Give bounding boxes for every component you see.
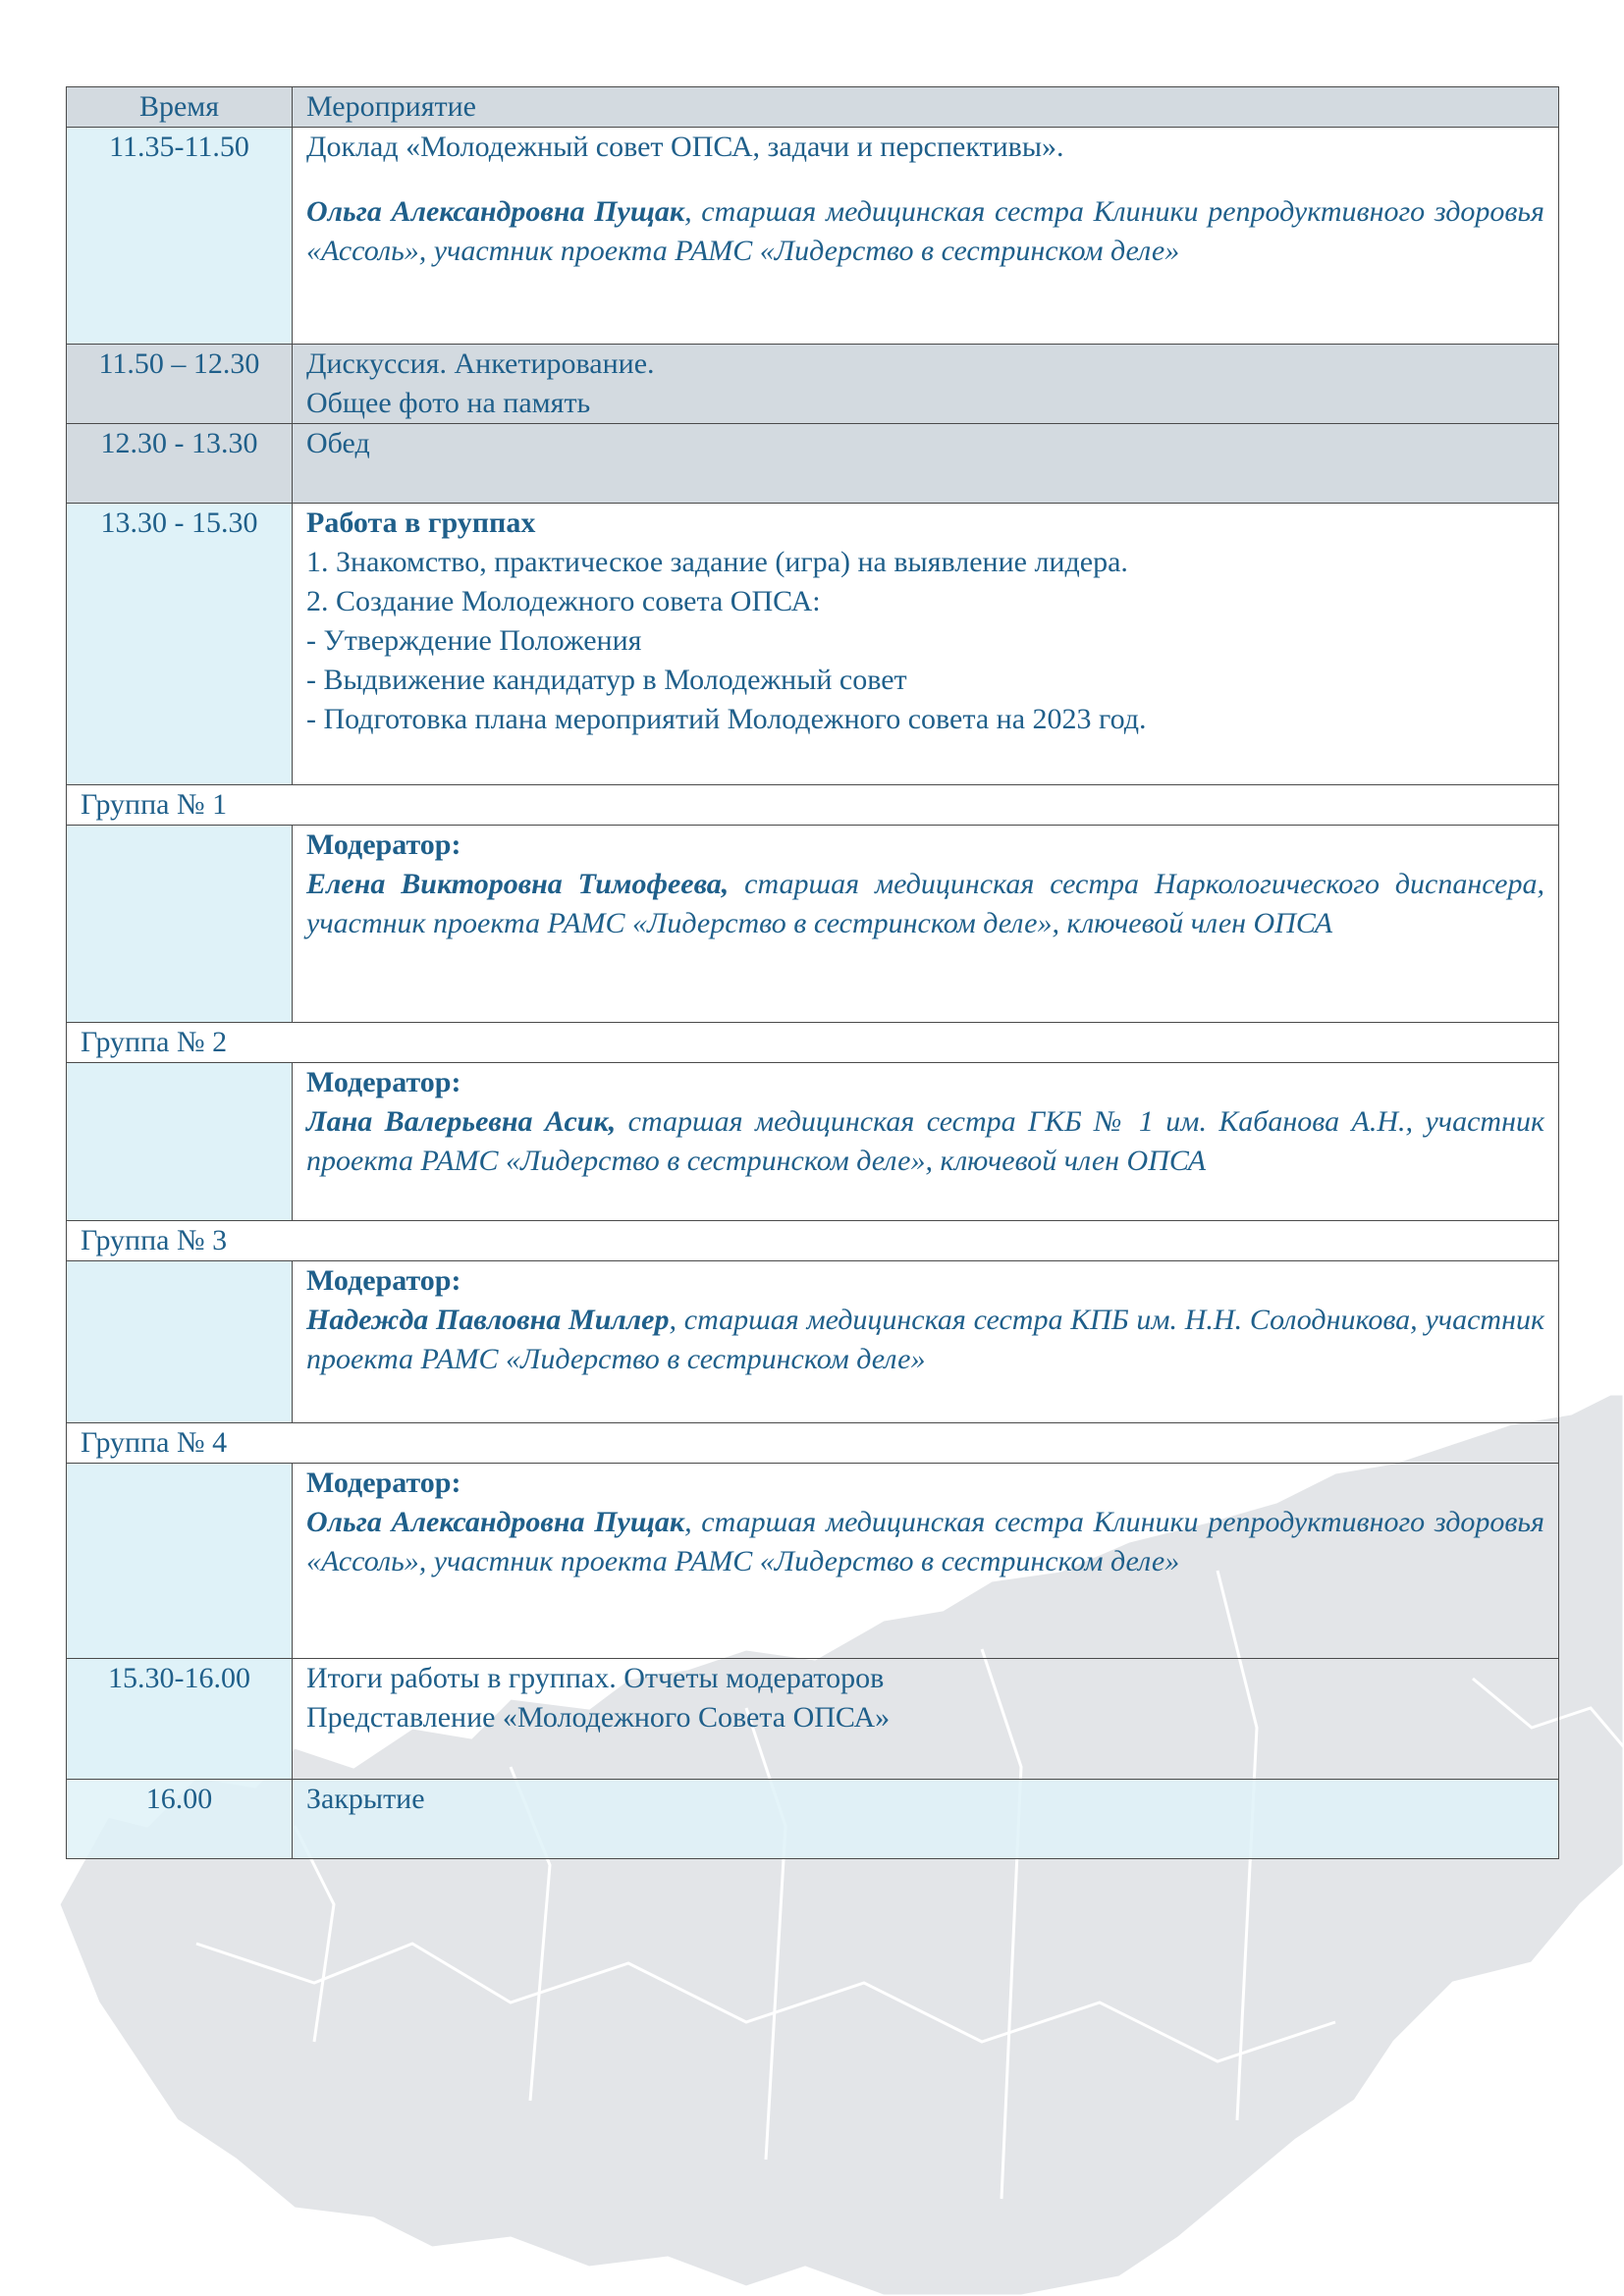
table-row xyxy=(67,1464,1559,1659)
event-line: Представление «Молодежного Совета ОПСА» xyxy=(306,1701,891,1734)
group-label: Группа № 2 xyxy=(67,1023,1559,1063)
time-cell: 16.00 xyxy=(67,1780,293,1859)
speaker-name: Ольга Александровна Пущак xyxy=(306,195,685,228)
table-row xyxy=(67,1780,1559,1859)
table-row xyxy=(67,424,1559,504)
time-cell xyxy=(67,826,293,1023)
program-table xyxy=(66,86,1559,1859)
table-row xyxy=(67,345,1559,424)
event-title: Закрытие xyxy=(293,1780,1559,1859)
time-cell: 11.35-11.50 xyxy=(67,128,293,345)
moderator-text xyxy=(306,1102,1544,1181)
time-cell: 11.50 – 12.30 xyxy=(67,345,293,424)
table-row xyxy=(67,826,1559,1023)
moderator-label: Модератор: xyxy=(306,828,461,861)
time-cell xyxy=(67,1261,293,1423)
time-cell: 15.30-16.00 xyxy=(67,1659,293,1780)
table-row xyxy=(67,1659,1559,1780)
table-row xyxy=(67,1261,1559,1423)
group-header-row xyxy=(67,1423,1559,1464)
table-row xyxy=(67,128,1559,345)
group-header-row xyxy=(67,785,1559,826)
moderator-role: , старшая медицинская сестра КПБ им. Н.Н. Солодникова, участник проекта РАМС «Лидерство в сестринском деле» xyxy=(306,1304,1544,1375)
event-line: Дискуссия. Анкетирование. xyxy=(306,347,655,380)
moderator-name: Надежда Павловна Миллер xyxy=(306,1304,670,1336)
header-time: Время xyxy=(67,87,293,128)
header-event: Мероприятие xyxy=(293,87,1559,128)
event-line: Итоги работы в группах. Отчеты модераторов xyxy=(306,1662,885,1694)
moderator-role: старшая медицинская сестра Наркологического диспансера, участник проекта РАМС «Лидерство в сестринском деле», ключевой член ОПСА xyxy=(306,868,1544,939)
event-title: Обед xyxy=(293,424,1559,504)
list-item: - Утверждение Положения xyxy=(306,624,642,657)
event-line: Общее фото на память xyxy=(306,387,591,419)
moderator-label: Модератор: xyxy=(306,1066,461,1098)
moderator-name: Елена Викторовна Тимофеева, xyxy=(306,868,730,900)
speaker-text xyxy=(306,192,1544,271)
moderator-name: Ольга Александровна Пущак xyxy=(306,1506,685,1538)
table-header xyxy=(67,87,1559,128)
moderator-text xyxy=(306,865,1544,943)
moderator-role: , старшая медицинская сестра Клиники репродуктивного здоровья «Ассоль», участник проекта РАМС «Лидерство в сестринском деле» xyxy=(306,1506,1544,1577)
group-label: Группа № 3 xyxy=(67,1221,1559,1261)
moderator-text xyxy=(306,1503,1544,1581)
list-item: - Выдвижение кандидатур в Молодежный совет xyxy=(306,664,907,696)
list-item: - Подготовка плана мероприятий Молодежного совета на 2023 год. xyxy=(306,703,1147,735)
list-item: 2. Создание Молодежного совета ОПСА: xyxy=(306,585,821,617)
moderator-text xyxy=(306,1301,1544,1379)
time-cell xyxy=(67,1063,293,1221)
group-label: Группа № 4 xyxy=(67,1423,1559,1464)
time-cell xyxy=(67,1464,293,1659)
moderator-label: Модератор: xyxy=(306,1467,461,1499)
event-title: Доклад «Молодежный совет ОПСА, задачи и перспективы». xyxy=(306,131,1064,163)
moderator-name: Лана Валерьевна Асик, xyxy=(306,1105,617,1138)
table-row xyxy=(67,504,1559,785)
table-row xyxy=(67,1063,1559,1221)
time-cell: 12.30 - 13.30 xyxy=(67,424,293,504)
speaker-role: , старшая медицинская сестра Клиники репродуктивного здоровья «Ассоль», участник проекта РАМС «Лидерство в сестринском деле» xyxy=(306,195,1544,267)
list-item: 1. Знакомство, практическое задание (игра) на выявление лидера. xyxy=(306,546,1128,578)
event-title: Работа в группах xyxy=(306,507,536,539)
group-header-row xyxy=(67,1023,1559,1063)
time-cell: 13.30 - 15.30 xyxy=(67,504,293,785)
group-label: Группа № 1 xyxy=(67,785,1559,826)
moderator-role: старшая медицинская сестра ГКБ № 1 им. Кабанова А.Н., участник проекта РАМС «Лидерство в сестринском деле», ключевой член ОПСА xyxy=(306,1105,1544,1177)
moderator-label: Модератор: xyxy=(306,1264,461,1297)
group-header-row xyxy=(67,1221,1559,1261)
